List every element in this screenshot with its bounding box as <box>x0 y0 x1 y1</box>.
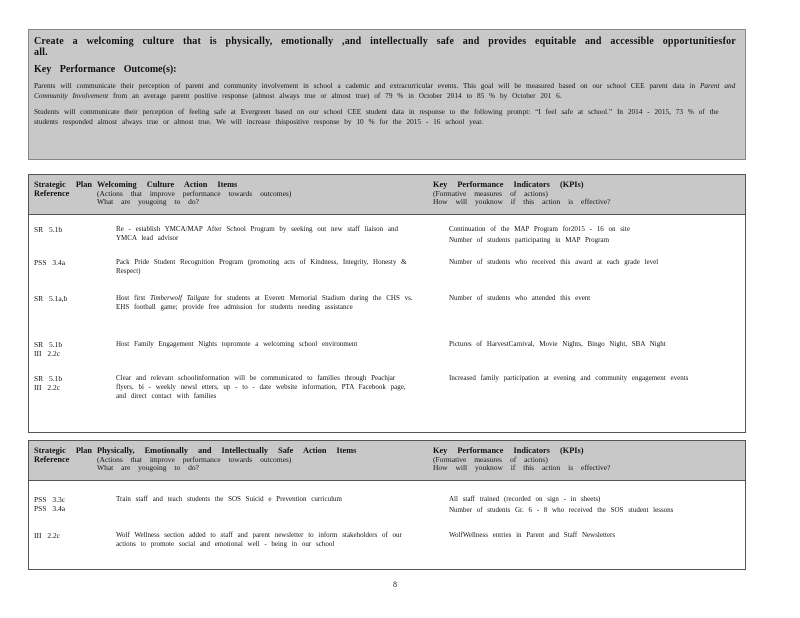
row-kpis: WolfWellness entries in Parent and Staff Newsletters <box>449 531 616 539</box>
safe-action-table <box>28 440 746 570</box>
row-ref: SR 5.1b III 2.2c <box>34 374 63 392</box>
row-ref: III 2.2c <box>34 531 61 540</box>
row-action: Clear and relevant schoolinformation will be communicated to families through Peachjar flyers, bi - weekly newsl etters, up - to - date website information, PTA Facebook page, and direct contact with families <box>116 374 406 400</box>
goal-paragraph-1: Parents will communicate their perception of parent and community involvement in school a cademic and extracurricular events. This goal will be measured based on our school CEE parent data in Parent and Community Involvement from an average parent positive response (almost always true or almost true) of 79 % in October 2014 to 85 % by October 201 6. <box>34 81 736 100</box>
table-row <box>29 294 745 340</box>
row-kpis: Continuation of the MAP Program for2015 - 16 on site Number of students participating in MAP Program <box>449 225 630 244</box>
row-kpis: All staff trained (recorded on sign - in sheets) Number of students Gr. 6 - 8 who received the SOS student lessons <box>449 495 674 514</box>
table-row <box>29 340 745 374</box>
table-row <box>29 258 745 294</box>
table-row <box>29 225 745 258</box>
welcoming-culture-table <box>28 174 746 433</box>
header-ref: Strategic Plan Reference <box>34 446 93 464</box>
goal-box <box>28 29 746 160</box>
row-action: Wolf Wellness section added to staff and parent newsletter to inform stakeholders of our actions to promote social and emotional well - being in our school <box>116 531 402 548</box>
row-kpis: Pictures of HarvestCarnival, Movie Nights, Bingo Night, SBA Night <box>449 340 666 348</box>
header-kpis: Key Performance Indicators (KPIs) (Formative measures of actions) How will youknow if this action is effective? <box>433 446 611 472</box>
header-actions: Physically, Emotionally and Intellectually Safe Action Items (Actions that improve performance towards outcomes) What are yougoing to do? <box>97 446 357 472</box>
row-action: Host first Timberwolf Tailgate for students at Everett Memorial Stadium during the CHS vs. EHS football game; provide free admission for students needing assistance <box>116 294 413 311</box>
row-ref: SR 5.1a,b <box>34 294 68 303</box>
goal-title: Create a welcoming culture that is physically, emotionally ,and intellectually safe and provides equitable and accessible opportunitiesfor all. <box>34 36 736 58</box>
row-ref: SR 5.1b <box>34 225 63 234</box>
goal-paragraph-2: Students will communicate their perception of feeling safe at Evergreen based on our school CEE student data in response to the following prompt: “I feel safe at school.” In 2014 - 2015, 73 % of the students responded almost always true or almost true. We will increase thispositive response by 10 % for the 2015 - 16 school year. <box>34 107 719 126</box>
header-actions: Welcoming Culture Action Items (Actions that improve performance towards outcomes) What are yougoing to do? <box>97 180 292 206</box>
table-row <box>29 531 745 567</box>
row-kpis: Increased family participation at evening and community engagement events <box>449 374 689 382</box>
row-ref: PSS 3.3c PSS 3.4a <box>34 495 66 513</box>
row-kpis: Number of students who received this award at each grade level <box>449 258 659 266</box>
kpo-heading: Key Performance Outcome(s): <box>34 64 177 75</box>
header-ref: Strategic Plan Reference <box>34 180 93 198</box>
page-number: 8 <box>393 580 397 589</box>
table-header <box>29 175 745 215</box>
header-kpis: Key Performance Indicators (KPIs) (Formative measures of actions) How will youknow if this action is effective? <box>433 180 611 206</box>
row-ref: PSS 3.4a <box>34 258 66 267</box>
table-row <box>29 374 745 424</box>
table-row <box>29 495 745 531</box>
row-action: Train staff and teach students the SOS Suicid e Prevention curriculum <box>116 495 342 503</box>
row-action: Pack Pride Student Recognition Program (promoting acts of Kindness, Integrity, Honesty & Respect) <box>116 258 407 275</box>
row-action: Host Family Engagement Nights topromote a welcoming school environment <box>116 340 358 348</box>
row-ref: SR 5.1b III 2.2c <box>34 340 63 358</box>
table-header <box>29 441 745 481</box>
row-action: Re - establish YMCA/MAP After School Program by seeking out new staff liaison and YMCA lead advisor <box>116 225 398 242</box>
row-kpis: Number of students who attended this event <box>449 294 591 302</box>
